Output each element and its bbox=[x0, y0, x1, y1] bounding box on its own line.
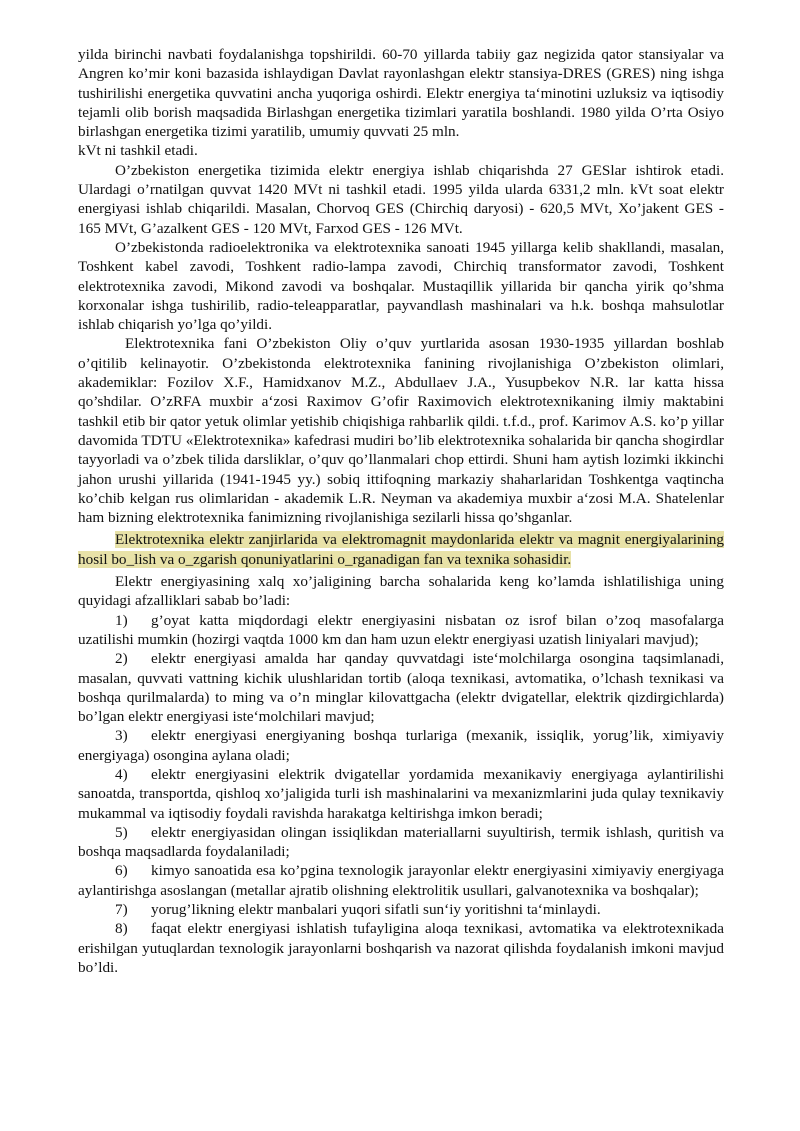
paragraph-energy-history: yilda birinchi navbati foydalanishga topshirildi. 60-70 yillarda tabiiy gaz negizida qator stansiyalar va Angren ko’mir koni bazasida ishlaydigan Davlat rayonlashgan elektr stansiya-DRES (GRES) ning ishga tushirilishi energetika quvvatini ancha yuqoriga oshirdi. Elektr energiya ta‘minotini uzluksiz va iqtisodiy tejamli olib borish maqsadida Birlashgan energetika tizimlari yaratila boshlandi. 1980 yilda O’rta Osiyo birlashgan energetika tizimi yaratilib, umumiy quvvati 25 mln. bbox=[78, 46, 724, 141]
highlighted-definition: Elektrotexnika elektr zanjirlarida va elektromagnit maydonlarida elektr va magnit energiyalarining hosil bo_lish va o_zgarish qonuniyatlarini o_rganadigan fan va texnika sohasidir. bbox=[78, 531, 724, 568]
list-item-number: 3) bbox=[115, 727, 128, 745]
list-item-text: g’oyat katta miqdordagi elektr energiyasini nisbatan oz isrof bilan o’zoq masofalarga uzatilishi mumkin (hozirgi vaqtda 1000 km dan ham uzun elektr energiyasi uzatish liniyalari mavjud); bbox=[78, 611, 724, 648]
paragraph-hydro-stations: O’zbekiston energetika tizimida elektr energiya ishlab chiqarishda 27 GESlar ishtirok etadi. Ulardagi o’rnatilgan quvvat 1420 MVt ni tashkil etadi. 1995 yilda ularda 6331,2 mln. kVt soat elektr energiyasi ishlab chiqarildi. Masalan, Chorvoq GES (Chirchiq daryosi) - 620,5 MVt, Xo’jakent GES - 165 MVt, G’azalkent GES - 120 MVt, Farxod GES - 126 MVt. bbox=[78, 161, 724, 237]
list-item-number: 2) bbox=[115, 650, 128, 668]
list-item-text: yorug’likning elektr manbalari yuqori sifatli sun‘iy yoritishni ta‘minlaydi. bbox=[151, 901, 601, 919]
list-item bbox=[78, 861, 724, 900]
list-item-number: 8) bbox=[115, 920, 128, 938]
list-item-number: 5) bbox=[115, 823, 128, 841]
paragraph-industry: O’zbekistonda radioelektronika va elektrotexnika sanoati 1945 yillarga kelib shakllandi, masalan, Toshkent kabel zavodi, Toshkent radio-lampa zavodi, Chirchiq transformator zavodi, Toshkent elektrotexnika zavodi, Mikond zavodi va boshqalar. Mustaqillik yillarida bir qancha yirik qo’shma korxonalar ishga tushirilib, radio-teleapparatlar, payvandlash mashinalari va h.k. boshqa mahsulotlar ishlab chiqarish yo’lga qo’yildi. bbox=[78, 238, 724, 334]
list-item bbox=[78, 649, 724, 726]
paragraph-energy-history-end: kVt ni tashkil etadi. bbox=[78, 142, 198, 160]
list-item-number: 7) bbox=[115, 901, 128, 919]
list-item-number: 4) bbox=[115, 765, 128, 783]
list-item-number: 1) bbox=[115, 611, 128, 629]
list-item-text: elektr energiyasidan olingan issiqlikdan materiallarni suyultirish, termik ishlash, quritish va boshqa maqsadlarda foydalaniladi; bbox=[78, 823, 724, 861]
paragraph-definition bbox=[78, 527, 724, 572]
list-item-number: 6) bbox=[115, 862, 128, 880]
list-item-text: elektr energiyasi amalda har qanday quvvatdagi iste‘molchilarga osongina taqsimlanadi, masalan, quvvati vattning kichik ulushlaridan tortib (aloqa texnikasi, avtomatika, o’lchash texnikasi va boshqa qurilmalarda) to ming va o’n minglar kilovattgacha (elektr dvigatellar, elektrik qizdirgichlarda) bo’lgan elektr energiyasi iste‘molchilari mavjud; bbox=[78, 650, 724, 726]
list-item bbox=[78, 823, 724, 862]
list-item bbox=[78, 900, 724, 919]
paragraph-science-history: Elektrotexnika fani O’zbekiston Oliy o’quv yurtlarida asosan 1930-1935 yillardan boshlab o’qitilib kelinayotir. O’zbekistonda elektrotexnika fanining rivojlanishiga O’zbekiston olimlari, akademiklar: Fozilov X.F., Hamidxanov M.Z., Abdullaev J.A., Yusupbekov N.R. lar katta hissa qo’shdilar. O’zRFA muxbir a‘zosi Raximov G’ofir Raximovich elektrotexnikaning ilmiy maktabini tashkil etib bir qator yetuk olimlar yetishib chiqishiga rahbarlik qildi. t.f.d., prof. Karimov A.S. ko’p yillar davomida TDTU «Elektrotexnika» kafedrasi mudiri bo’lib elektrotexnika sohalarida bir qancha shogirdlar tayyorladi va o’zbek tilida darsliklar, o’quv qo’llanmalari chop ettirdi. Shuni ham aytish lozimki ikkinchi jahon urushi yillarida (1941-1945 yy.) sobiq ittifoqning markaziy shaharlaridan Toshkentga vaqtincha ko’chib kelgan rus olimlaridan - akademik L.R. Neyman va akademiya muxbir a‘zosi M.A. Shatelenlar ham bizning elektrotexnika fanimizning rivojlanishiga sezilarli hissa qo’shganlar. bbox=[78, 335, 724, 527]
list-item bbox=[78, 919, 724, 977]
list-item bbox=[78, 765, 724, 823]
list-item-text: elektr energiyasini elektrik dvigatellar yordamida mexanikaviy energiyaga aylantirilishi sanoatda, transportda, qishloq xo’jaligida turli ish mashinalarini va mexanizmlarini juda qulay texnikaviy mukammal va iqtisodiy foydali ravishda harakatga keltirishga imkon beradi; bbox=[78, 765, 724, 822]
list-item-text: kimyo sanoatida esa ko’pgina texnologik jarayonlar elektr energiyasini ximiyaviy energiyaga aylantirishga asoslangan (metallar ajratib olishning elektrolitik usullari, galvanotexnika va boshqalar); bbox=[78, 862, 724, 899]
list-item-text: faqat elektr energiyasi ishlatish tufayligina aloqa texnikasi, avtomatika va elektrotexnikada erishilgan yutuqlardan texnologik jarayonlarni boshqarish va nazorat qilishda foydalanish imkoni mavjud bo’ldi. bbox=[78, 920, 724, 976]
list-item-text: elektr energiyasi energiyaning boshqa turlariga (mexanik, issiqlik, yorug’lik, ximiyaviy energiyaga) osongina aylana oladi; bbox=[78, 727, 724, 764]
paragraph-advantages-intro: Elektr energiyasining xalq xo’jaligining barcha sohalarida keng ko’lamda ishlatilishiga uning quyidagi afzalliklari sabab bo’ladi: bbox=[78, 573, 724, 610]
list-item bbox=[78, 611, 724, 650]
list-item bbox=[78, 726, 724, 765]
